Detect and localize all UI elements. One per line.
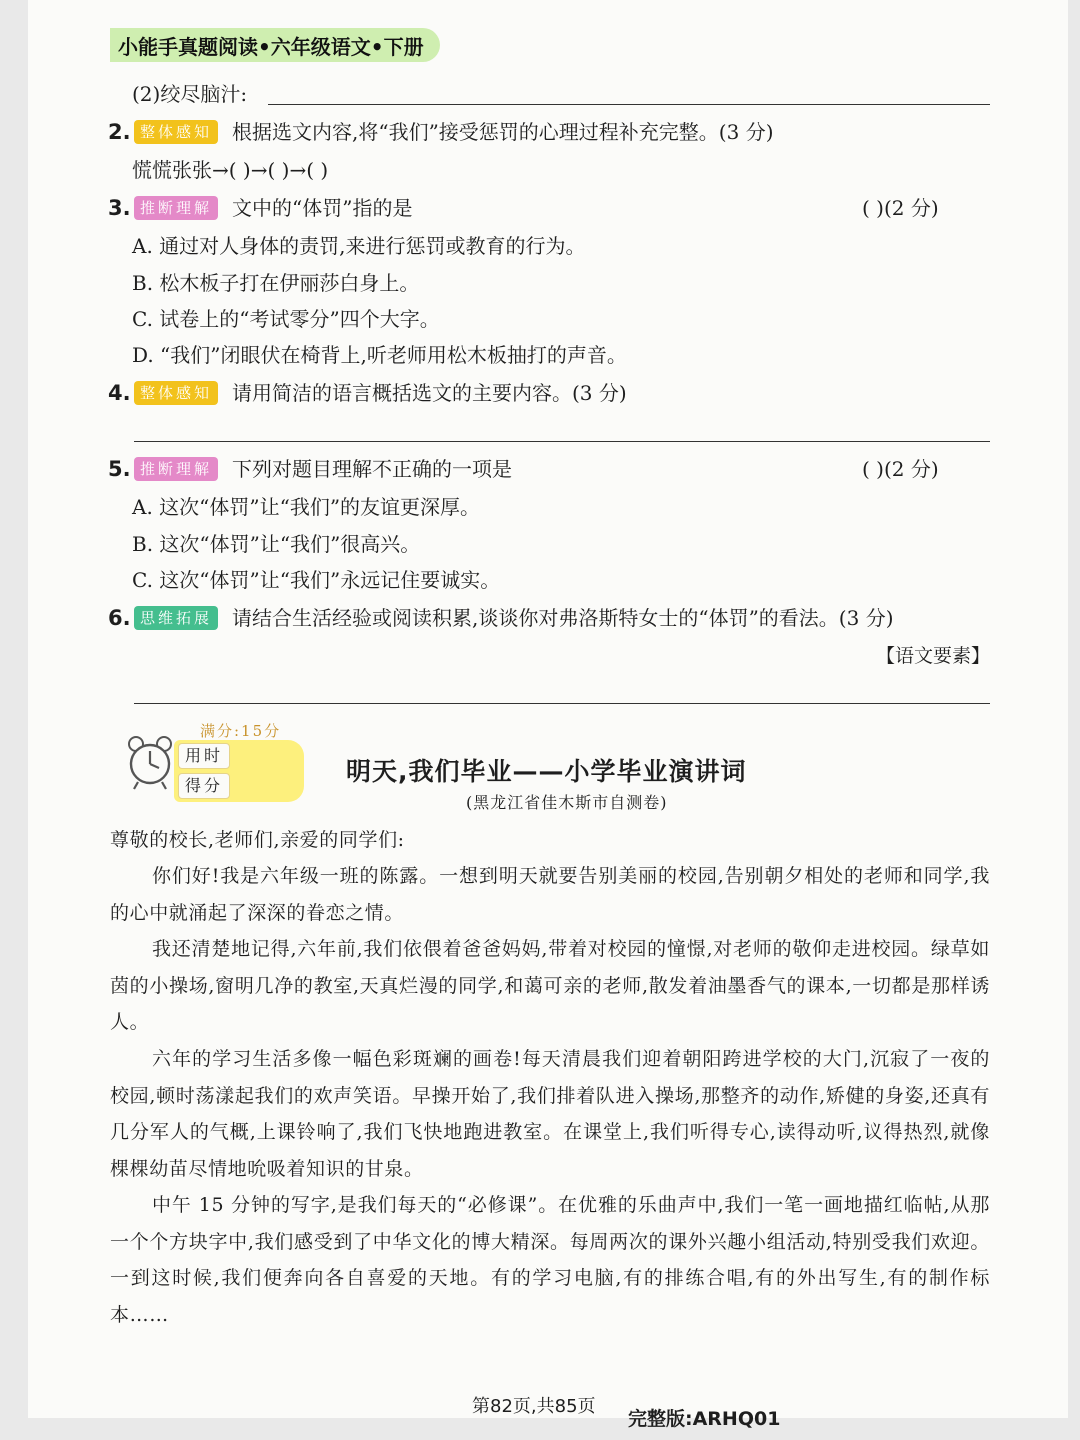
answer-line[interactable] [134, 703, 990, 704]
question-number: 3. [108, 196, 131, 220]
option-c[interactable]: C. 这次“体罚”让“我们”永远记住要诚实。 [132, 568, 501, 592]
passage-paragraph: 中午 15 分钟的写字,是我们每天的“必修课”。在优雅的乐曲声中,我们一笔一画地描红临帖,从那一个个方块字中,我们感受到了中华文化的博大精深。每周两次的课外兴趣小组活动,特别受我们欢迎。一到这时候,我们便奔向各自喜爱的天地。有的学习电脑,有的排练合唱,有的外出写生,有的制作标本…… [110, 1194, 990, 1326]
page-number: 第82页,共85页 [472, 1396, 596, 1417]
question-text: 请结合生活经验或阅读积累,谈谈你对弗洛斯特女士的“体罚”的看法。(3 分) [232, 606, 894, 630]
book-header [110, 28, 440, 62]
question-text: 文中的“体罚”指的是 [232, 196, 413, 220]
option-b[interactable]: B. 这次“体罚”让“我们”很高兴。 [132, 532, 421, 556]
skill-tag: 整体感知 [134, 381, 218, 405]
answer-blank[interactable]: ( )(2 分) [862, 196, 939, 220]
passage-paragraph: 六年的学习生活多像一幅色彩斑斓的画卷!每天清晨我们迎着朝阳跨进学校的大门,沉寂了一夜的校园,顿时荡漾起我们的欢声笑语。早操开始了,我们排着队进入操场,那整齐的动作,矫健的身姿,还真有几分军人的气概,上课铃响了,我们飞快地跑进教室。在课堂上,我们听得专心,读得动听,议得热烈,就像棵棵幼苗尽情地吮吸着知识的甘泉。 [110, 1048, 990, 1180]
skill-tag: 推断理解 [134, 196, 218, 220]
question-number: 6. [108, 606, 131, 630]
question-number: 5. [108, 457, 131, 481]
skill-tag: 思维拓展 [134, 606, 218, 630]
passage-paragraph: 你们好!我是六年级一班的陈露。一想到明天就要告别美丽的校园,告别朝夕相处的老师和同学,我的心中就涌起了深深的眷恋之情。 [110, 865, 990, 924]
passage-source: (黑龙江省佳木斯市自测卷) [466, 793, 668, 812]
skill-tag: 整体感知 [134, 120, 218, 144]
answer-line[interactable] [134, 441, 990, 442]
skill-tag: 推断理解 [134, 457, 218, 481]
question-number: 2. [108, 120, 131, 144]
question-text: 根据选文内容,将“我们”接受惩罚的心理过程补充完整。(3 分) [232, 120, 774, 144]
passage-salutation: 尊敬的校长,老师们,亲爱的同学们: [110, 829, 405, 851]
emotion-flow-blanks[interactable]: 慌慌张张→( )→( )→( ) [132, 158, 329, 182]
alarm-clock-icon [126, 732, 174, 792]
question-text: 下列对题目理解不正确的一项是 [232, 457, 512, 481]
option-b[interactable]: B. 松木板子打在伊丽莎白身上。 [132, 271, 420, 295]
q1-part2-label: (2)绞尽脑汁: [132, 82, 248, 106]
element-tag: 【语文要素】 [876, 645, 991, 667]
answer-line[interactable] [268, 104, 990, 105]
question-text: 请用简洁的语言概括选文的主要内容。(3 分) [232, 381, 627, 405]
version-label: 完整版:ARHQ01 [628, 1408, 781, 1430]
passage-paragraph: 我还清楚地记得,六年前,我们依偎着爸爸妈妈,带着对校园的憧憬,对老师的敬仰走进校园。绿草如茵的小操场,窗明几净的教室,天真烂漫的同学,和蔼可亲的老师,散发着油墨香气的课本,一切都是那样诱人。 [110, 938, 990, 1033]
option-d[interactable]: D. “我们”闭眼伏在椅背上,听老师用松木板抽打的声音。 [132, 343, 627, 367]
question-number: 4. [108, 381, 131, 405]
option-a[interactable]: A. 通过对人身体的责罚,来进行惩罚或教育的行为。 [132, 234, 586, 258]
book-header-title: 小能手真题阅读•六年级语文•下册 [118, 34, 424, 59]
full-score-note: 满分:15分 [200, 722, 282, 740]
passage-title: 明天,我们毕业——小学毕业演讲词 [346, 757, 747, 786]
time-label: 用时 [178, 743, 230, 769]
option-c[interactable]: C. 试卷上的“考试零分”四个大字。 [132, 307, 440, 331]
score-label: 得分 [178, 773, 230, 799]
option-a[interactable]: A. 这次“体罚”让“我们”的友谊更深厚。 [132, 495, 481, 519]
answer-blank[interactable]: ( )(2 分) [862, 457, 939, 481]
